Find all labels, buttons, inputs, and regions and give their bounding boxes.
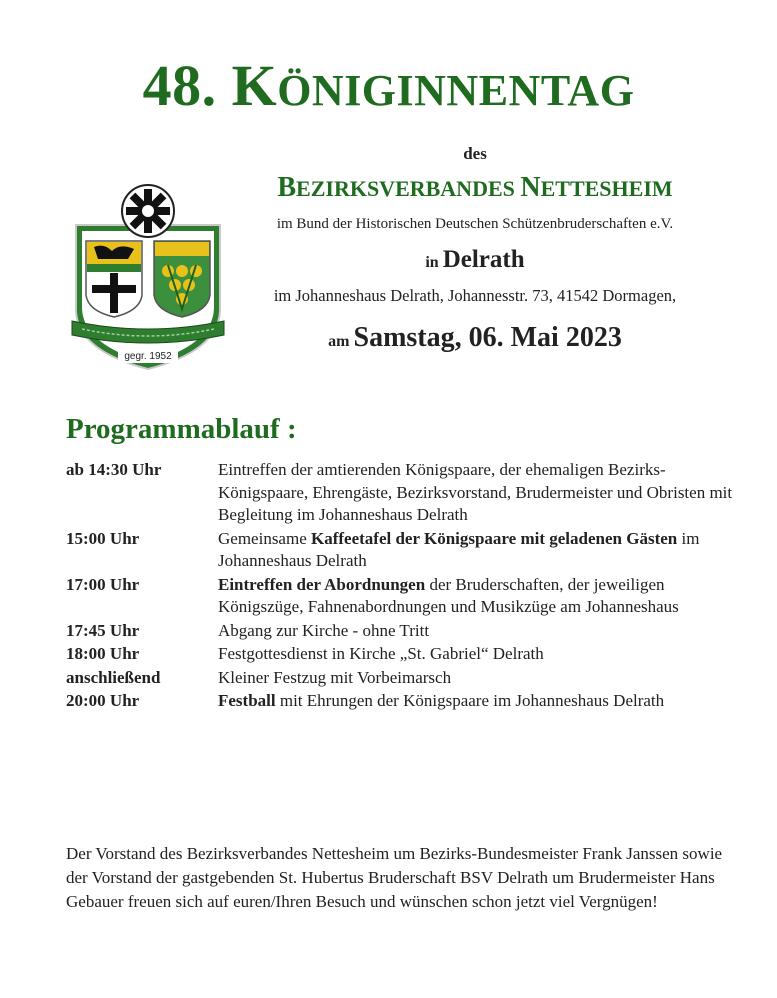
schedule-time: 18:00 Uhr	[66, 644, 140, 663]
schedule-list	[66, 459, 746, 714]
schedule-time: 15:00 Uhr	[66, 528, 140, 548]
schedule-description: Kleiner Festzug mit Vorbeimarsch	[218, 667, 452, 687]
schedule-description: Festball mit Ehrungen der Königspaare im Johanneshaus Delrath	[218, 691, 665, 710]
schedule-item	[66, 528, 746, 573]
schedule-description: Abgang zur Kirche - ohne Tritt	[218, 620, 430, 640]
schedule-description: Festgottesdienst in Kirche „St. Gabriel“ Delrath	[218, 644, 544, 663]
schedule-time: 20:00 Uhr	[66, 691, 140, 710]
schedule-item	[66, 459, 746, 527]
schedule-item	[66, 667, 746, 690]
left-crest-icon	[86, 241, 142, 317]
organization-name: BEZIRKSVERBANDES NETTESHEIM	[277, 172, 673, 203]
event-date: am Samstag, 06. Mai 2023	[328, 322, 622, 353]
schedule-description: Eintreffen der amtierenden Königspaare, der ehemaligen Bezirks-Königspaare, Ehrengäste, Bezirksvorstand, Brudermeister und Obristen mit Begleitung im Johanneshaus Delrath	[218, 460, 733, 524]
schedule-item	[66, 643, 746, 666]
right-crest-icon	[154, 241, 210, 317]
schedule-time: 17:45 Uhr	[66, 620, 140, 640]
schedule-item	[66, 620, 746, 643]
schedule-time: 17:00 Uhr	[66, 574, 140, 594]
closing-paragraph: Der Vorstand des Bezirksverbandes Nettesheim um Bezirks-Bundesmeister Frank Janssen sowie der Vorstand der gastgebenden St. Hubertus Bruderschaft BSV Delrath um Brudermeister Hans Gebauer freuen sich auf euren/Ihren Besuch und wünschen schon jetzt viel Vergnügen!	[66, 844, 723, 911]
founded-text: gegr. 1952	[124, 351, 172, 362]
schedule-time: ab 14:30 Uhr	[66, 460, 162, 479]
schedule-time: anschließend	[66, 667, 161, 687]
schedule-description: Eintreffen der Abordnungen der Bruderschaften, der jeweiligen Königszüge, Fahnenabordnungen und Musikzüge am Johanneshaus	[218, 574, 679, 616]
schedule-description: Gemeinsame Kaffeetafel der Königspaare mit geladenen Gästen im Johanneshaus Delrath	[218, 528, 700, 570]
des-label: des	[463, 144, 487, 163]
address-line: im Johanneshaus Delrath, Johannesstr. 73, 41542 Dormagen,	[273, 286, 677, 305]
schedule-item	[66, 690, 746, 713]
page-title: 48. KÖNIGINNENTAG	[142, 53, 635, 118]
emblem-logo	[68, 183, 228, 373]
location-line: in Delrath	[425, 246, 525, 273]
program-heading: Programmablauf :	[66, 413, 297, 445]
schedule-item	[66, 574, 746, 619]
federation-line: im Bund der Historischen Deutschen Schützenbruderschaften e.V.	[276, 216, 674, 232]
